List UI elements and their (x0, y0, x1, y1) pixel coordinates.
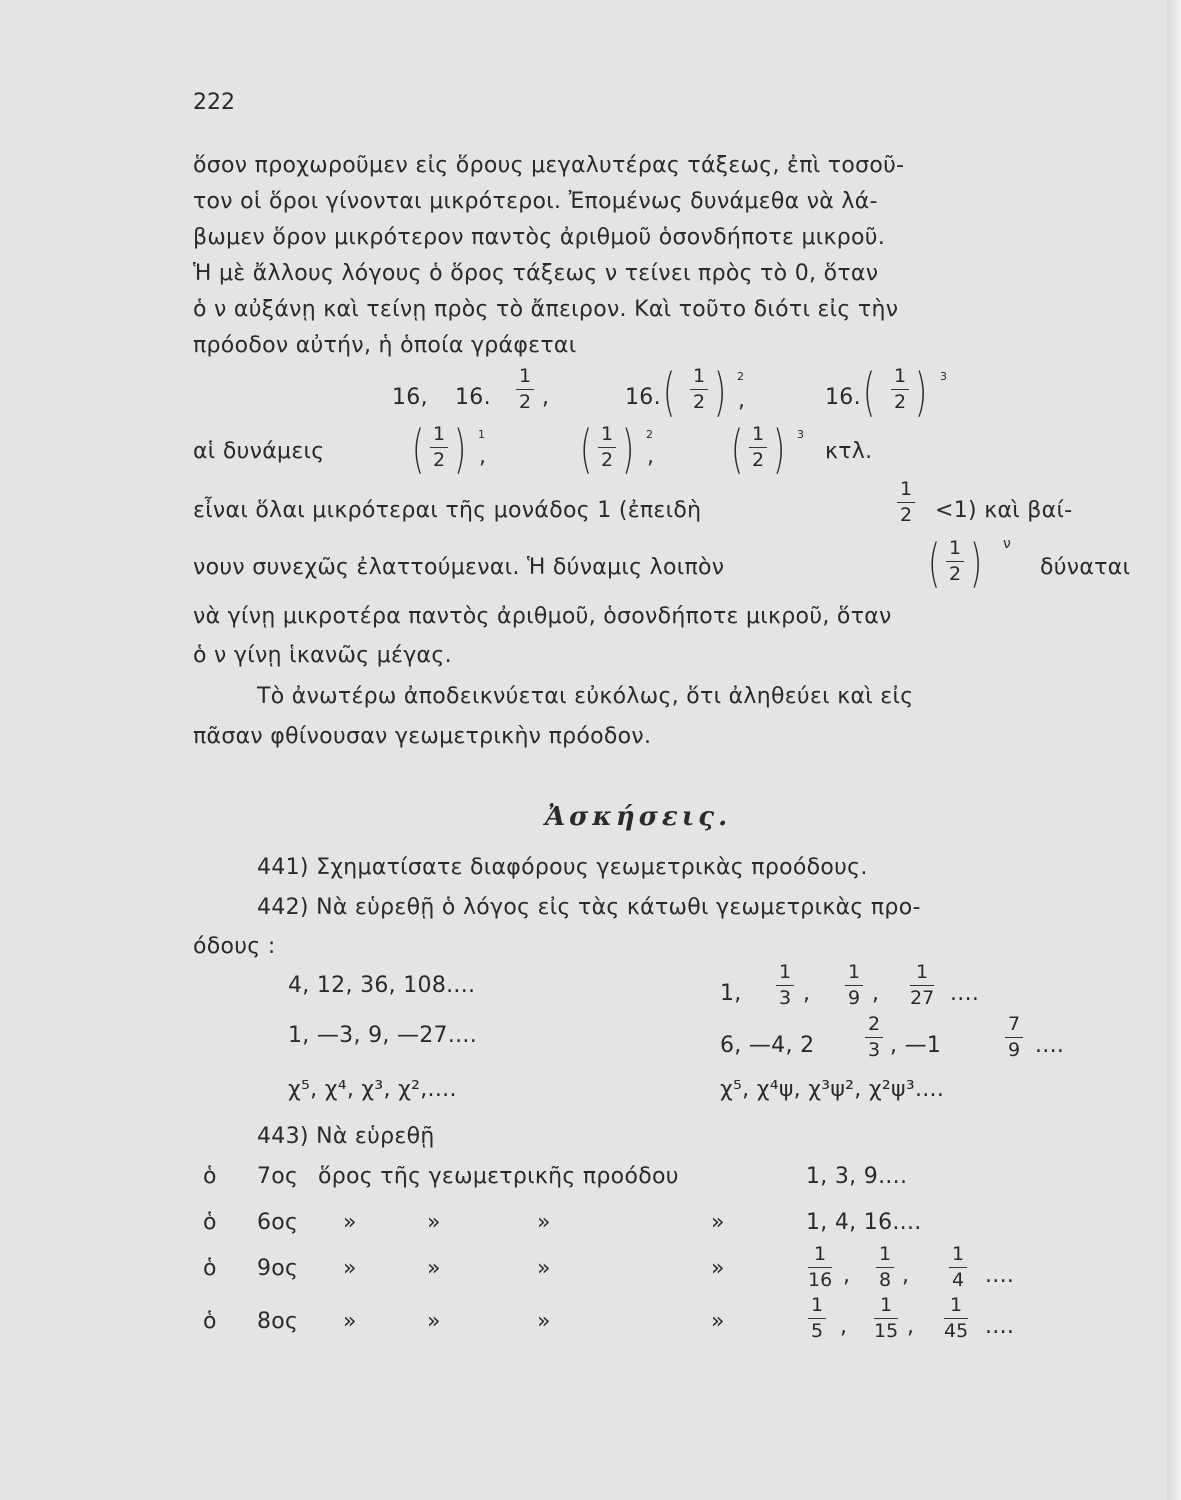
left-paren-icon: ( (412, 420, 425, 480)
term: 16, (392, 385, 428, 410)
term: 16. (625, 385, 661, 410)
ditto-mark: » (343, 1309, 357, 1334)
article: ὁ (203, 1309, 217, 1334)
paragraph-line: Ἡ μὲ ἄλλους λόγους ὁ ὅρος τάξεως ν τείνει πρὸς τὸ 0, ὅταν (193, 261, 879, 286)
paragraph-line: νουν συνεχῶς ἐλαττούμεναι. Ἡ δύναμις λοιπὸν (193, 555, 725, 580)
paragraph-line: εἶναι ὅλαι μικρότεραι τῆς μονάδος 1 (ἐπειδὴ (193, 498, 702, 523)
fraction (598, 425, 616, 470)
fraction (876, 1245, 894, 1290)
sequence-start: 6, —4, 2 (720, 1033, 815, 1058)
numerator: 7 (1005, 1015, 1023, 1038)
fraction (749, 425, 767, 470)
right-paren-icon: ) (714, 363, 727, 423)
ditto-mark: » (427, 1256, 441, 1281)
denominator: 3 (779, 987, 792, 1009)
ditto-mark: » (711, 1256, 725, 1281)
exercise-442: 442) Νὰ εὑρεθῇ ὁ λόγος εἰς τὰς κάτωθι γεωμετρικὰς προ- (257, 895, 921, 920)
ellipsis: .... (1035, 1033, 1065, 1058)
numerator: 2 (865, 1015, 883, 1038)
paragraph-line: Τὸ ἀνωτέρω ἀποδεικνύεται εὐκόλως, ὅτι ἀληθεύει καὶ εἰς (257, 684, 914, 709)
right-paren-icon: ) (915, 363, 928, 423)
denominator: 2 (894, 391, 907, 413)
ordinal: 6ος (257, 1210, 299, 1235)
fraction (690, 367, 708, 412)
left-paren-icon: ( (928, 534, 941, 594)
comma: , (479, 444, 487, 469)
paragraph-line: ὁ ν γίνῃ ἱκανῶς μέγας. (193, 643, 452, 668)
paragraph-line: βωμεν ὅρον μικρότερον παντὸς ἀριθμοῦ ὁσονδήποτε μικροῦ. (193, 225, 886, 250)
sequence-mid: , —1 (890, 1033, 942, 1058)
sequence: 4, 12, 36, 108.... (288, 973, 476, 998)
denominator: 2 (752, 449, 765, 471)
numerator: 1 (845, 963, 863, 986)
ellipsis: .... (985, 1263, 1015, 1288)
term: 16. (455, 385, 491, 410)
numerator: 1 (944, 1296, 968, 1319)
comma: , (902, 1263, 910, 1288)
fraction (897, 480, 915, 525)
ditto-mark: » (343, 1210, 357, 1235)
sequence: 1, 3, 9.... (806, 1164, 908, 1189)
denominator: 27 (910, 987, 935, 1009)
fraction (516, 367, 534, 412)
ditto-mark: » (537, 1256, 551, 1281)
left-paren-icon: ( (580, 420, 593, 480)
denominator: 9 (848, 987, 861, 1009)
ditto-mark: » (427, 1309, 441, 1334)
comma: , (647, 444, 655, 469)
sequence: 1, —3, 9, —27.... (288, 1023, 478, 1048)
denominator: 15 (874, 1320, 899, 1342)
denominator: 2 (519, 391, 532, 413)
comma: , (872, 981, 880, 1006)
fraction (946, 539, 964, 584)
paragraph-line: δύναται (1040, 555, 1131, 580)
right-paren-icon: ) (622, 420, 635, 480)
exponent: ν (1003, 536, 1011, 552)
comma: , (840, 1314, 848, 1339)
row-text: ὅρος τῆς γεωμετρικῆς προόδου (318, 1164, 679, 1189)
fraction (949, 1245, 967, 1290)
paragraph-line: πᾶσαν φθίνουσαν γεωμετρικὴν πρόοδον. (193, 724, 652, 749)
comma: , (843, 1263, 851, 1288)
article: ὁ (203, 1210, 217, 1235)
comma: , (803, 981, 811, 1006)
numerator: 1 (430, 425, 448, 448)
numerator: 1 (808, 1296, 826, 1319)
denominator: 2 (433, 449, 446, 471)
page-number: 222 (193, 90, 235, 115)
section-heading: Ἀσκήσεις. (545, 802, 732, 832)
denominator: 3 (868, 1039, 881, 1061)
paragraph-line: τον οἱ ὅροι γίνονται μικρότεροι. Ἐπομένως δυνάμεθα νὰ λά- (193, 189, 878, 214)
denominator: 2 (601, 449, 614, 471)
label: αἱ δυνάμεις (193, 439, 325, 464)
left-paren-icon: ( (731, 420, 744, 480)
numerator: 1 (749, 425, 767, 448)
left-paren-icon: ( (863, 363, 876, 423)
exponent: 2 (737, 370, 744, 383)
ditto-mark: » (537, 1309, 551, 1334)
numerator: 1 (874, 1296, 898, 1319)
numerator: 1 (808, 1245, 832, 1268)
right-paren-icon: ) (970, 534, 983, 594)
comma: , (738, 388, 746, 413)
numerator: 1 (598, 425, 616, 448)
comma: , (542, 385, 550, 410)
exponent: 3 (797, 428, 804, 441)
right-paren-icon: ) (454, 420, 467, 480)
exponent: 1 (478, 428, 485, 441)
fraction (776, 963, 794, 1008)
numerator: 1 (516, 367, 534, 390)
numerator: 1 (910, 963, 934, 986)
numerator: 1 (876, 1245, 894, 1268)
comma: , (907, 1314, 915, 1339)
sequence-start: 1, (720, 981, 742, 1006)
exercise-442-cont: όδους : (193, 934, 276, 959)
sequence: χ⁵, χ⁴ψ, χ³ψ², χ²ψ³.... (720, 1077, 945, 1102)
denominator: 5 (811, 1320, 824, 1342)
article: ὁ (203, 1164, 217, 1189)
numerator: 1 (897, 480, 915, 503)
denominator: 16 (808, 1269, 833, 1291)
fraction (808, 1245, 832, 1290)
exponent: 3 (940, 370, 947, 383)
ditto-mark: » (711, 1309, 725, 1334)
paragraph-line: <1) καὶ βαί- (935, 498, 1073, 523)
fraction (891, 367, 909, 412)
denominator: 2 (693, 391, 706, 413)
right-paren-icon: ) (773, 420, 786, 480)
article: ὁ (203, 1256, 217, 1281)
left-paren-icon: ( (663, 363, 676, 423)
ditto-mark: » (711, 1210, 725, 1235)
denominator: 4 (952, 1269, 965, 1291)
exercise-443: 443) Νὰ εὑρεθῇ (257, 1124, 435, 1149)
denominator: 8 (879, 1269, 892, 1291)
fraction (865, 1015, 883, 1060)
ordinal: 9ος (257, 1256, 299, 1281)
ditto-mark: » (537, 1210, 551, 1235)
paragraph-line: ὁ ν αὐξάνῃ καὶ τείνῃ πρὸς τὸ ἄπειρον. Καὶ τοῦτο διότι εἰς τὴν (193, 297, 899, 322)
page-edge (1167, 0, 1181, 1500)
numerator: 1 (946, 539, 964, 562)
denominator: 2 (949, 563, 962, 585)
ditto-mark: » (343, 1256, 357, 1281)
denominator: 2 (900, 504, 913, 526)
fraction (1005, 1015, 1023, 1060)
sequence: 1, 4, 16.... (806, 1210, 922, 1235)
ellipsis: .... (950, 981, 980, 1006)
numerator: 1 (949, 1245, 967, 1268)
fraction (430, 425, 448, 470)
paragraph-line: νὰ γίνῃ μικροτέρα παντὸς ἀριθμοῦ, ὁσονδήποτε μικροῦ, ὅταν (193, 604, 892, 629)
fraction (845, 963, 863, 1008)
exercise-441: 441) Σχηματίσατε διαφόρους γεωμετρικὰς προόδους. (257, 855, 868, 880)
sequence: χ⁵, χ⁴, χ³, χ²,.... (288, 1077, 457, 1102)
numerator: 1 (891, 367, 909, 390)
exponent: 2 (646, 428, 653, 441)
paragraph-line: πρόοδον αὐτήν, ἡ ὁποία γράφεται (193, 333, 577, 358)
ellipsis: .... (985, 1314, 1015, 1339)
fraction (808, 1296, 826, 1341)
term: 16. (825, 385, 861, 410)
fraction (874, 1296, 898, 1341)
ordinal: 7ος (257, 1164, 299, 1189)
denominator: 45 (944, 1320, 969, 1342)
numerator: 1 (776, 963, 794, 986)
paragraph-line: ὅσον προχωροῦμεν εἰς ὅρους μεγαλυτέρας τάξεως, ἐπὶ τοσοῦ- (193, 153, 905, 178)
fraction (944, 1296, 968, 1341)
denominator: 9 (1008, 1039, 1021, 1061)
ordinal: 8ος (257, 1309, 299, 1334)
fraction (910, 963, 934, 1008)
ditto-mark: » (427, 1210, 441, 1235)
numerator: 1 (690, 367, 708, 390)
ktl: κτλ. (825, 439, 873, 464)
